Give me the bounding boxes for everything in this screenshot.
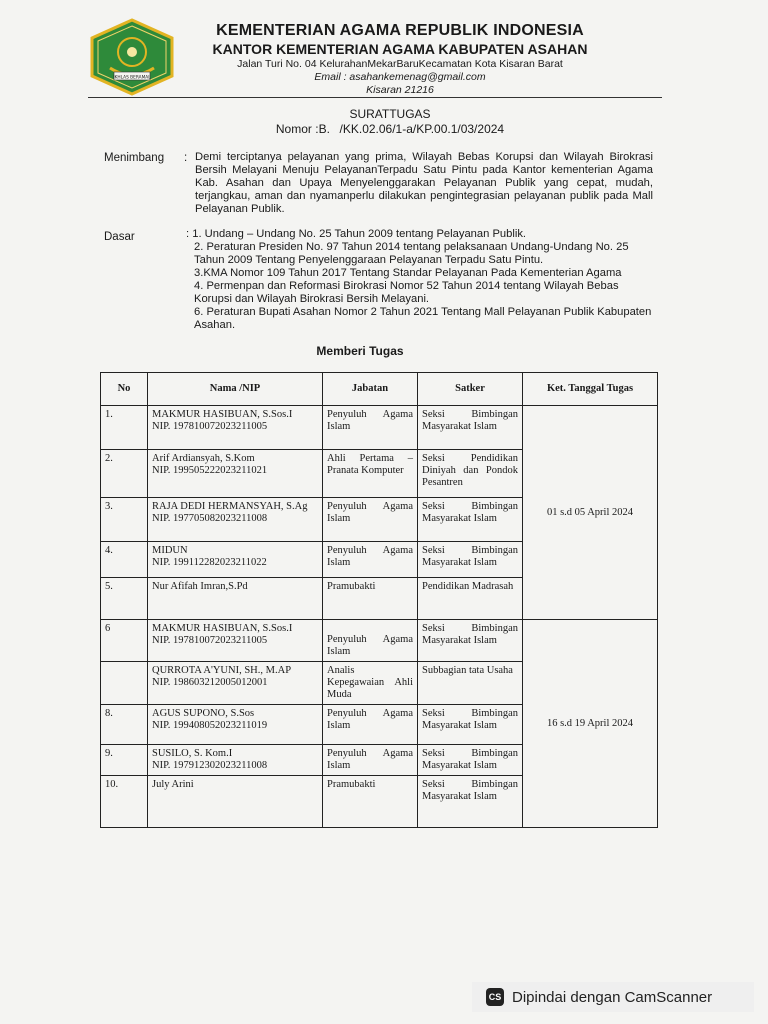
header-satker: Satker: [418, 373, 523, 406]
dasar-item: 4. Permenpan dan Reformasi Birokrasi Nomor 52 Tahun 2014 tentang Wilayah Bebas Korupsi dan Wilayah Birokrasi Bersih Melayani.: [194, 280, 619, 305]
cell-satker: Seksi Pendidikan Diniyah dan Pondok Pesantren: [418, 450, 523, 498]
cell-jabatan: Analis Kepegawaian Ahli Muda: [323, 662, 418, 705]
cell-no: 9.: [101, 745, 148, 776]
cell-nama: [148, 705, 323, 745]
cell-satker: Pendidikan Madrasah: [418, 578, 523, 620]
dasar-item: : 1. Undang – Undang No. 25 Tahun 2009 tentang Pelayanan Publik.: [186, 228, 527, 240]
person-name: July Arini: [152, 779, 194, 790]
ministry-name: KEMENTERIAN AGAMA REPUBLIK INDONESIA: [216, 22, 584, 39]
cell-no: [101, 662, 148, 705]
camscanner-text: Dipindai dengan CamScanner: [512, 988, 713, 1006]
cell-no: 5.: [101, 578, 148, 620]
header-tanggal: Ket. Tanggal Tugas: [523, 373, 658, 406]
cell-nama: [148, 745, 323, 776]
person-nip: NIP. 199505222023211021: [152, 465, 268, 476]
cell-jabatan: Pramubakti: [323, 578, 418, 620]
menimbang-text: Demi terciptanya pelayanan yang prima, Wilayah Bebas Korupsi dan Wilayah Birokrasi Bersih Melayani Menuju PelayananTerpadu Satu Pintu pada Kantor kementerian Agama Kab. Asahan dan Upaya Menyelenggarakan Pelayanan Publik yang cepat, mudah, terjangkau, aman dan nyamanperlu dilakukan pengintegrasian pelayanan publik pada Mall Pelayanan Publik.: [195, 151, 653, 215]
cell-no: 10.: [101, 776, 148, 828]
office-postal: Kisaran 21216: [366, 84, 434, 96]
cell-satker: Seksi Bimbingan Masyarakat Islam: [418, 498, 523, 542]
header-jabatan: Jabatan: [323, 373, 418, 406]
header-nama: Nama /NIP: [148, 373, 323, 406]
person-name: Arif Ardiansyah, S.Kom: [152, 453, 255, 464]
person-nip: NIP. 197912302023211008: [152, 760, 268, 771]
person-name: MAKMUR HASIBUAN, S.Sos.I: [152, 409, 293, 420]
cell-tanggal: 01 s.d 05 April 2024: [523, 406, 658, 620]
cell-jabatan: Ahli Pertama – Pranata Komputer: [323, 450, 418, 498]
dasar-list: [186, 228, 656, 332]
letterhead: [180, 22, 620, 96]
person-name: SUSILO, S. Kom.I: [152, 748, 233, 759]
table-row: [101, 406, 658, 450]
cell-jabatan: Penyuluh Agama Islam: [323, 498, 418, 542]
cell-nama: [148, 450, 323, 498]
dasar-item: 6. Peraturan Bupati Asahan Nomor 2 Tahun 2021 Tentang Mall Pelayanan Publik Kabupaten Asahan.: [194, 306, 652, 331]
cell-no: 6: [101, 620, 148, 662]
person-name: Nur Afifah Imran,S.Pd: [152, 581, 248, 592]
cell-nama: [148, 542, 323, 578]
kemenag-logo: [86, 18, 178, 96]
cell-satker: Seksi Bimbingan Masyarakat Islam: [418, 745, 523, 776]
person-nip: NIP. 197810072023211005: [152, 421, 268, 432]
cell-jabatan: Penyuluh Agama Islam: [323, 542, 418, 578]
cell-no: 4.: [101, 542, 148, 578]
cell-no: 3.: [101, 498, 148, 542]
office-name: KANTOR KEMENTERIAN AGAMA KABUPATEN ASAHAN: [212, 41, 588, 57]
cell-no: 1.: [101, 406, 148, 450]
table-row: [101, 620, 658, 662]
cell-satker: Subbagian tata Usaha: [418, 662, 523, 705]
cell-nama: [148, 498, 323, 542]
person-name: RAJA DEDI HERMANSYAH, S.Ag: [152, 501, 308, 512]
dasar-item: 3.KMA Nomor 109 Tahun 2017 Tentang Standar Pelayanan Pada Kementerian Agama: [194, 267, 622, 279]
person-nip: NIP. 197810072023211005: [152, 635, 268, 646]
letterhead-divider: [88, 97, 662, 98]
cell-nama: [148, 406, 323, 450]
person-name: QURROTA A'YUNI, SH., M.AP: [152, 665, 292, 676]
letter-heading: [180, 107, 600, 137]
person-nip: NIP. 198603212005012001: [152, 677, 268, 688]
cell-nama: [148, 776, 323, 828]
office-address: Jalan Turi No. 04 KelurahanMekarBaruKecamatan Kota Kisaran Barat: [237, 58, 563, 70]
menimbang-colon: :: [184, 152, 188, 164]
cell-satker: Seksi Bimbingan Masyarakat Islam: [418, 776, 523, 828]
table-header-row: [101, 373, 658, 406]
cell-jabatan: Penyuluh Agama Islam: [323, 705, 418, 745]
letter-title: SURATTUGAS: [349, 107, 431, 121]
letter-number: Nomor :B. /KK.02.06/1-a/KP.00.1/03/2024: [275, 122, 505, 136]
section-title: Memberi Tugas: [316, 344, 404, 358]
person-name: MIDUN: [152, 545, 188, 556]
cell-no: 2.: [101, 450, 148, 498]
cell-nama: [148, 662, 323, 705]
cell-nama: [148, 620, 323, 662]
camscanner-icon: CS: [486, 988, 504, 1006]
cell-satker: Seksi Bimbingan Masyarakat Islam: [418, 542, 523, 578]
person-name: AGUS SUPONO, S.Sos: [152, 708, 255, 719]
cell-nama: [148, 578, 323, 620]
person-name: MAKMUR HASIBUAN, S.Sos.I: [152, 623, 293, 634]
cell-jabatan: Pramubakti: [323, 776, 418, 828]
cell-no: 8.: [101, 705, 148, 745]
cell-satker: Seksi Bimbingan Masyarakat Islam: [418, 406, 523, 450]
dasar-item: 2. Peraturan Presiden No. 97 Tahun 2014 tentang pelaksanaan Undang-Undang No. 25 Tahun 2009 Tentang Penyelenggaraan Pelayanan Terpadu Satu Pintu.: [194, 241, 629, 266]
svg-text:IKHLAS BERAMAL: IKHLAS BERAMAL: [113, 75, 151, 81]
cell-satker: Seksi Bimbingan Masyarakat Islam: [418, 705, 523, 745]
cell-jabatan: Penyuluh Agama Islam: [323, 406, 418, 450]
office-email: Email : asahankemenag@gmail.com: [314, 71, 486, 83]
cell-jabatan: Penyuluh Agama Islam: [323, 620, 418, 662]
cell-tanggal: 16 s.d 19 April 2024: [523, 620, 658, 828]
assignment-table: [100, 372, 658, 828]
person-nip: NIP. 199408052023211019: [152, 720, 268, 731]
dasar-label: Dasar: [104, 231, 135, 243]
cell-satker: Seksi Bimbingan Masyarakat Islam: [418, 620, 523, 662]
cell-jabatan: Penyuluh Agama Islam: [323, 745, 418, 776]
menimbang-label: Menimbang: [104, 152, 165, 164]
person-nip: NIP. 197705082023211008: [152, 513, 268, 524]
header-no: No: [101, 373, 148, 406]
person-nip: NIP. 199112282023211022: [152, 557, 267, 568]
camscanner-watermark: [472, 982, 754, 1012]
